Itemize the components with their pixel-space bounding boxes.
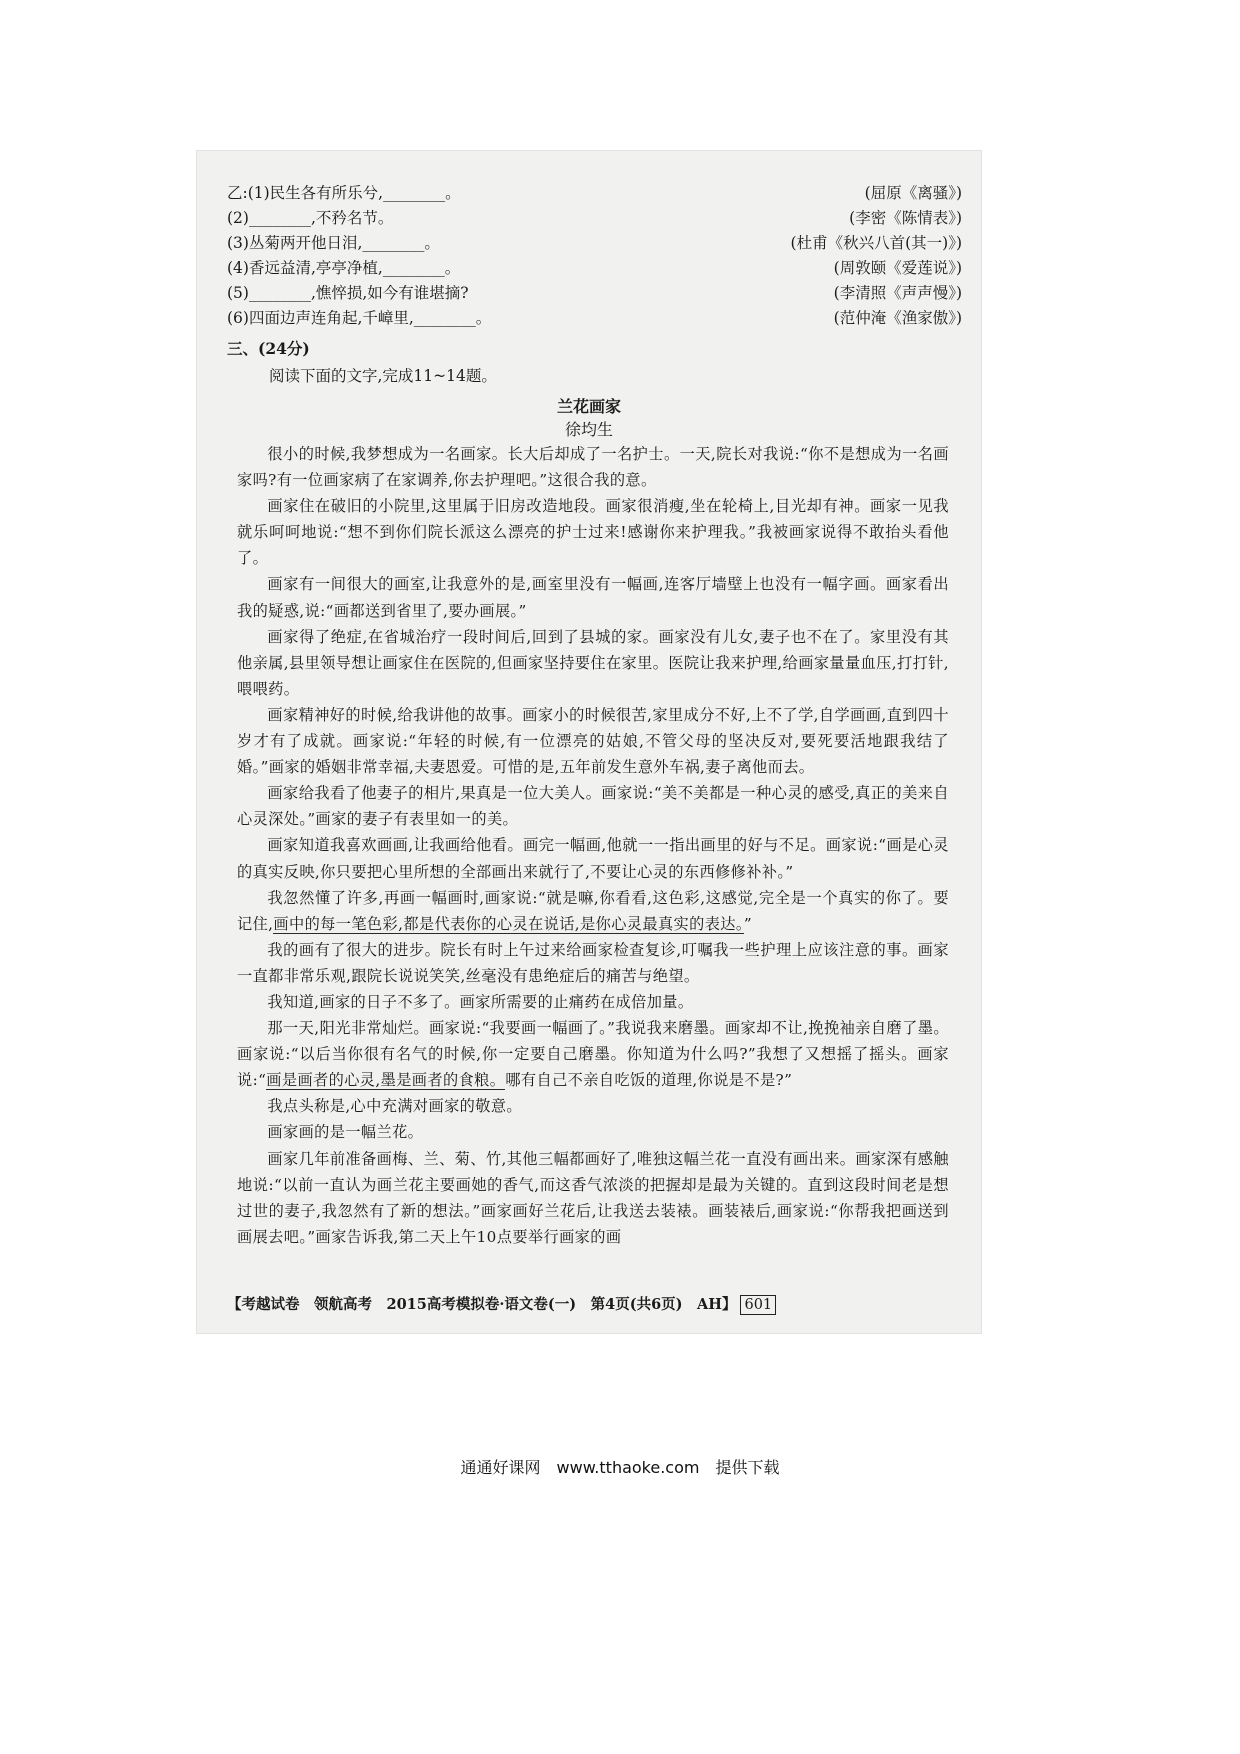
recitation-question: (5)________,憔悴损,如今有谁堪摘? <box>227 284 469 302</box>
recitation-source: (范仲淹《渔家傲》) <box>833 309 962 327</box>
article-paragraph: 我知道,画家的日子不多了。画家所需要的止痛药在成倍加量。 <box>267 992 694 1011</box>
article-paragraph: 画家几年前准备画梅、兰、菊、竹,其他三幅都画好了,唯独这幅兰花一直没有画出来。画家深有感触地说:“以前一直认为画兰花主要画她的香气,而这香气浓淡的把握却是最为关键的。直到这段时间老是想过世的妻子,我忽然有了新的想法。”画家画好兰花后,让我送去装裱。画装裱后,画家说:“你帮我把画送到画展去吧。”画家告诉我,第二天上午10点要举行画家的画 <box>237 1149 949 1246</box>
recitation-source: (周敦颐《爱莲说》) <box>833 259 962 277</box>
paragraph-text: ” <box>743 914 753 933</box>
article-paragraph: 画家有一间很大的画室,让我意外的是,画室里没有一幅画,连客厅墙壁上也没有一幅字画。画家看出我的疑惑,说:“画都送到省里了,要办画展。” <box>237 575 949 620</box>
page-code-box: 601 <box>740 1295 776 1315</box>
recitation-question: (2)________,不矜名节。 <box>227 209 394 227</box>
download-footer: 通通好课网 www.tthaoke.com 提供下载 <box>460 1458 780 1477</box>
recitation-line <box>227 206 962 231</box>
underlined-sentence: 画是画者的心灵,墨是画者的食粮。 <box>266 1071 506 1090</box>
recitation-line <box>227 306 962 331</box>
paragraph-text: 哪有自己不亲自吃饭的道理,你说是不是?” <box>505 1071 793 1090</box>
paragraph-text: 那一天,阳光非常灿烂。画家说:“我要画一幅画了。”我说我来磨墨。画家却不让,挽挽袖亲自磨了墨。画家说:“以后当你很有名气的时候,你一定要自己磨墨。你知道为什么吗?”我想了又想摇了摇头。画家说:“ <box>237 1019 949 1090</box>
article-body <box>237 441 949 1250</box>
recitation-line <box>227 231 962 256</box>
article-paragraph: 画家画的是一幅兰花。 <box>267 1123 424 1142</box>
recitation-question: (4)香远益清,亭亭净植,________。 <box>227 259 461 277</box>
recitation-source: (屈原《离骚》) <box>864 184 962 202</box>
article-paragraph: 画家知道我喜欢画画,让我画给他看。画完一幅画,他就一一指出画里的好与不足。画家说:“画是心灵的真实反映,你只要把心里所想的全部画出来就行了,不要让心灵的东西修修补补。” <box>237 836 949 881</box>
paragraph-text: 我忽然懂了许多,再画一幅画时,画家说:“就是嘛,你看看,这色彩,这感觉,完全是一个真实的你了。要记住, <box>237 888 949 933</box>
recitation-line <box>227 256 962 281</box>
article-author: 徐均生 <box>564 420 613 439</box>
article-paragraph <box>237 885 949 937</box>
article-paragraph <box>237 1015 949 1093</box>
article-paragraph: 我点头称是,心中充满对画家的敬意。 <box>267 1097 523 1116</box>
article-paragraph: 画家住在破旧的小院里,这里属于旧房改造地段。画家很消瘦,坐在轮椅上,目光却有神。画家一见我就乐呵呵地说:“想不到你们院长派这么漂亮的护士过来!感谢你来护理我。”我被画家说得不敢抬头看他了。 <box>237 497 949 568</box>
recitation-questions <box>227 181 962 331</box>
recitation-question: 乙:(1)民生各有所乐兮,________。 <box>227 184 461 202</box>
recitation-line <box>227 281 962 306</box>
recitation-source: (杜甫《秋兴八首(其一)》) <box>790 234 962 252</box>
exam-footer <box>227 1293 776 1317</box>
recitation-source: (李清照《声声慢》) <box>833 284 962 302</box>
scanned-exam-page <box>196 150 982 1334</box>
recitation-question: (6)四面边声连角起,千嶂里,________。 <box>227 309 492 327</box>
article-paragraph: 我的画有了很大的进步。院长有时上午过来给画家检查复诊,叮嘱我一些护理上应该注意的事。画家一直都非常乐观,跟院长说说笑笑,丝毫没有患绝症后的痛苦与绝望。 <box>237 940 949 985</box>
exam-footer-text: 【考越试卷 领航高考 2015高考模拟卷·语文卷(一) 第4页(共6页) AH】 <box>227 1296 737 1313</box>
article-title: 兰花画家 <box>556 397 621 416</box>
article-paragraph: 画家得了绝症,在省城治疗一段时间后,回到了县城的家。画家没有儿女,妻子也不在了。家里没有其他亲属,县里领导想让画家住在医院的,但画家坚持要住在家里。医院让我来护理,给画家量量血压,打打针,喂喂药。 <box>237 627 949 698</box>
recitation-source: (李密《陈情表》) <box>849 209 962 227</box>
underlined-sentence: 画中的每一笔色彩,都是代表你的心灵在说话,是你心灵最真实的表达。 <box>273 914 744 933</box>
recitation-line <box>227 181 962 206</box>
section-instruction: 阅读下面的文字,完成11~14题。 <box>269 367 497 385</box>
section-heading: 三、(24分) <box>227 339 310 358</box>
article-paragraph: 画家精神好的时候,给我讲他的故事。画家小的时候很苦,家里成分不好,上不了学,自学画画,直到四十岁才有了成就。画家说:“年轻的时候,有一位漂亮的姑娘,不管父母的坚决反对,要死要活地跟我结了婚。”画家的婚姻非常幸福,夫妻恩爱。可惜的是,五年前发生意外车祸,妻子离他而去。 <box>237 705 949 777</box>
article-paragraph: 画家给我看了他妻子的相片,果真是一位大美人。画家说:“美不美都是一种心灵的感受,真正的美来自心灵深处。”画家的妻子有表里如一的美。 <box>237 784 949 829</box>
article-paragraph: 很小的时候,我梦想成为一名画家。长大后却成了一名护士。一天,院长对我说:“你不是想成为一名画家吗?有一位画家病了在家调养,你去护理吧。”这很合我的意。 <box>237 445 949 490</box>
recitation-question: (3)丛菊两开他日泪,________。 <box>227 234 440 252</box>
